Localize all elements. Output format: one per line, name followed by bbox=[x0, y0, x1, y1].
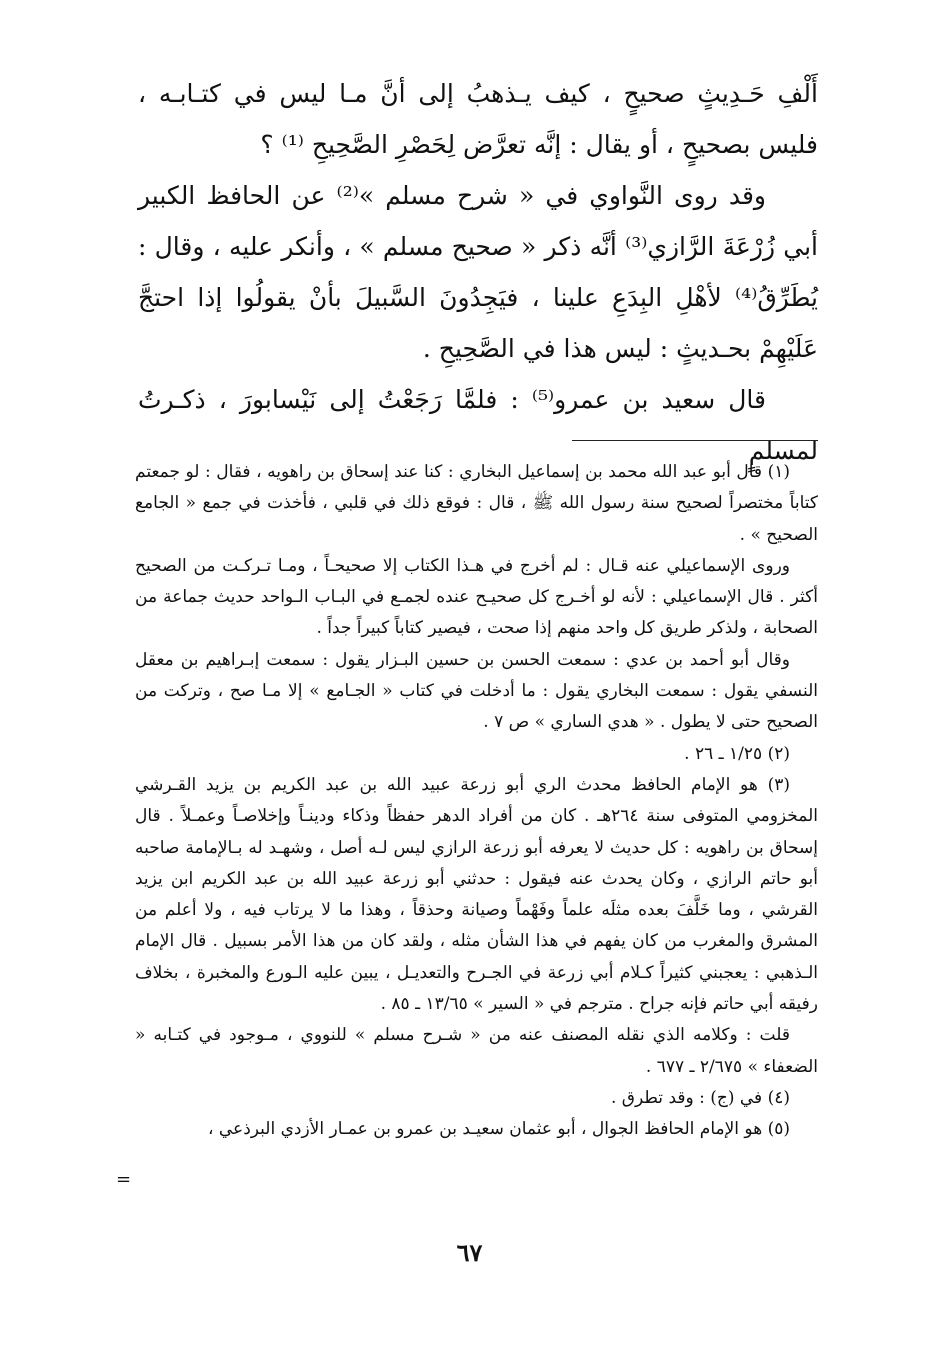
continuation-mark: = bbox=[116, 1169, 132, 1190]
footnote: (١) قال أبو عبد الله محمد بن إسماعيل البخاري : كنا عند إسحاق بن راهويه ، فقال : لو جمعتم كتاباً مختصراً لصحيح سنة رسول الله ﷺ ، قال : فوقع ذلك في قلبي ، فأخذت في جمع « الجامع الصحيح » . bbox=[135, 462, 818, 545]
main-paragraph: قال سعيد بن عمرو⁽⁵⁾ : فلمَّا رَجَعْتُ إلى نَيْسابورَ ، ذكـرتُ لمسلمٍ bbox=[138, 385, 818, 465]
footnote: (٤) في (ج) : وقد تطرق . bbox=[610, 1087, 790, 1108]
footnotes bbox=[135, 457, 818, 1146]
footnote-divider bbox=[572, 440, 818, 441]
footnote: (٣) هو الإمام الحافظ محدث الري أبو زرعة عبيد الله بن عبد الكريم بن يزيد القـرشي المخزومي المتوفى سنة ٢٦٤هـ . كان من أفراد الدهر حفظاً وذكاء ودينـاً وإخلاصـاً وعمـلاً . قال إسحاق بن راهويه : كل حديث لا يعرفه أبو زرعة الرازي ليس لـه أصل ، وشهـد له بـالإمامة صاحبه أبو حاتم الرازي ، وكان يحدث عنه فيقول : حدثني أبو زرعة عبيد الله بن عبد الكريم ابن يزيد القرشي ، وما خَلَّفَ بعده مثلَه علماً وفَهْماً وصيانة وحذقاً ، وهذا ما لا يرتاب فيه ، ولا أعلم من المشرق والمغرب من كان يفهم في هذا الشأن مثله ، ولقد كان من هذا الأمر بسبيل . قال الإمام الـذهبي : يعجبني كثيراً كـلام أبي زرعة في الجـرح والتعديـل ، يبين عليه الـورع والمخبرة ، بخلاف رفيقه أبي حاتم فإنه جراح . مترجم في « السير » ١٣/٦٥ ـ ٨٥ . bbox=[135, 774, 818, 1015]
main-text bbox=[138, 68, 818, 476]
footnote: (٢) ١/٢٥ ـ ٢٦ . bbox=[684, 743, 790, 764]
footnote: قلت : وكلامه الذي نقله المصنف عنه من « شـرح مسلم » للنووي ، مـوجود في كتـابه « الضعفاء » ٢/٦٧٥ ـ ٦٧٧ . bbox=[135, 1025, 818, 1077]
footnote: وروى الإسماعيلي عنه قـال : لم أخرج في هـذا الكتاب إلا صحيحـاً ، ومـا تـركـت من الصحيح أكثر . قال الإسماعيلي : لأنه لو أخـرج كل صحيـح عنده لجمـع في البـاب الـواحد حديث جماعة من الصحابة ، ولذكر طريق كل واحد منهم إذا صحت ، فيصير كتاباً كبيراً جداً . bbox=[135, 555, 818, 639]
footnote: وقال أبو أحمد بن عدي : سمعت الحسن بن حسين البـزار يقول : سمعت إبـراهيم بن معقل النسفي يقول : سمعت البخاري يقول : ما أدخلت في كتاب « الجـامع » إلا مـا صح ، وتركت من الصحيح حتى لا يطول . « هدي الساري » ص ٧ . bbox=[135, 649, 818, 733]
main-paragraph: وقد روى النَّواوي في « شرح مسلم »⁽²⁾ عن الحافظ الكبير أبي زُرْعَةَ الرَّازي⁽³⁾ أنَّه ذكر « صحيح مسلم » ، وأنكر عليه ، وقال : يُطَرِّقُ⁽⁴⁾ لأهْلِ البِدَعِ علينا ، فيَجِدُونَ السَّبيلَ بأنْ يقولُوا إذا احتجَّ عَلَيْهِمْ بحـديثٍ : ليس هذا في الصَّحِيحِ . bbox=[138, 181, 818, 363]
main-paragraph: أَلْفِ حَـدِيثٍ صحيحٍ ، كيف يـذهبُ إلى أنَّ مـا ليس في كتـابـه ، فليس بصحيحٍ ، أو يقال : إنَّه تعرَّض لِحَصْرِ الصَّحِيحِ ⁽¹⁾ ؟ bbox=[138, 79, 818, 159]
footnote: (٥) هو الإمام الحافظ الجوال ، أبو عثمان سعيـد بن عمرو بن عمـار الأزدي البرذعي ، bbox=[207, 1119, 790, 1140]
page-number: ٦٧ bbox=[456, 1238, 483, 1267]
